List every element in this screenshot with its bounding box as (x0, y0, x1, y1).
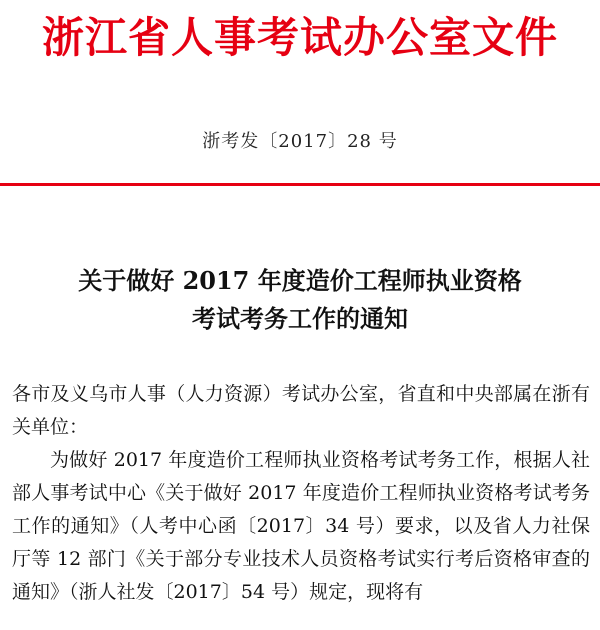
notice-title-line-1: 关于做好 2017 年度造价工程师执业资格 (78, 266, 522, 295)
body-paragraph-1: 为做好 2017 年度造价工程师执业资格考试考务工作，根据人社部人事考试中心《关于做好 2017 年度造价工程师执业资格考试考务工作的通知》（人考中心函〔2017〕34 号）要求，以及省人力社保厅等 12 部门《关于部分专业技术人员资格考试实行考后资格审查的通知》（浙人社发〔2017〕54 号）规定，现将有 (12, 449, 590, 603)
issuing-office-header: 浙江省人事考试办公室文件 (41, 13, 558, 62)
red-divider-line (0, 183, 600, 186)
notice-title (0, 262, 600, 338)
notice-title-line-2: 考试考务工作的通知 (192, 304, 408, 333)
addressee-paragraph: 各市及义乌市人事（人力资源）考试办公室，省直和中央部属在浙有关单位： (12, 383, 590, 438)
document-number: 浙考发〔2017〕28 号 (202, 131, 398, 152)
notice-body (12, 378, 590, 609)
